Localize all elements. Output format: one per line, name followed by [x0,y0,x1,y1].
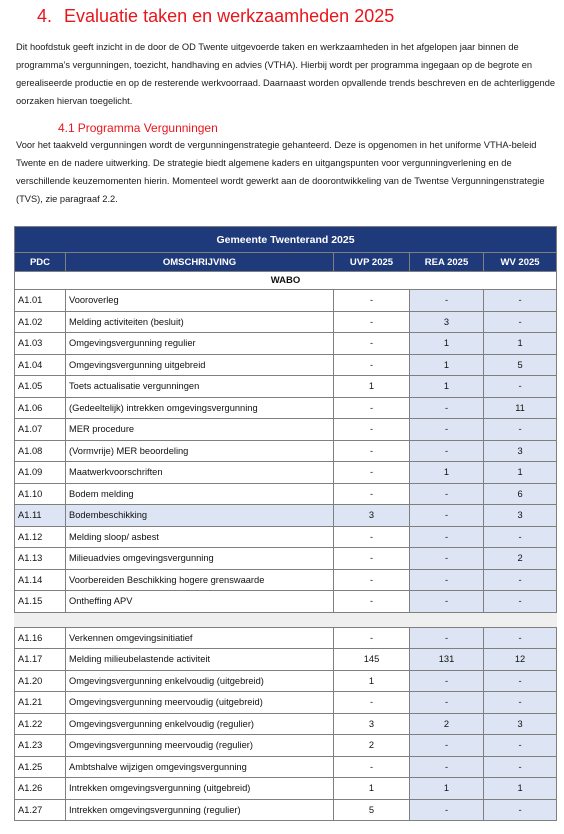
cell-pdc: A1.20 [15,670,66,692]
cell-uvp: 1 [334,778,410,800]
table-row [15,333,557,355]
cell-wv: 5 [484,354,557,376]
cell-pdc: A1.05 [15,376,66,398]
cell-pdc: A1.02 [15,311,66,333]
cell-desc: Ambtshalve wijzigen omgevingsvergunning [66,756,334,778]
table-row [15,290,557,312]
cell-wv: 11 [484,397,557,419]
cell-wv: - [484,419,557,441]
cell-wv: - [484,735,557,757]
table-row [15,462,557,484]
table-row [15,713,557,735]
cell-rea: 131 [410,649,484,671]
cell-desc: Maatwerkvoorschriften [66,462,334,484]
chapter-intro: Dit hoofdstuk geeft inzicht in de door de OD Twente uitgevoerde taken en werkzaamheden in het afgelopen jaar binnen de programma’s vergunningen, toezicht, handhaving en advies (VTHA). Hierbij wordt per programma ingegaan op de begrote en gerealiseerde productie en op de resterende werkvoorraad. Daarnaast worden opvallende trends beschreven en de achterliggende oorzaken hiervan toegelicht. [16,42,556,106]
column-header-rea: REA 2025 [410,253,484,272]
table-row [15,526,557,548]
column-header-uvp: UVP 2025 [334,253,410,272]
cell-uvp: 2 [334,735,410,757]
cell-desc: Omgevingsvergunning enkelvoudig (uitgebreid) [66,670,334,692]
section-row [15,272,557,290]
cell-wv: 1 [484,333,557,355]
spacer-row [15,612,557,627]
cell-pdc: A1.27 [15,799,66,821]
cell-pdc: A1.11 [15,505,66,527]
table-row [15,627,557,649]
table-row [15,591,557,613]
cell-pdc: A1.16 [15,627,66,649]
cell-pdc: A1.10 [15,483,66,505]
cell-pdc: A1.22 [15,713,66,735]
cell-rea: 2 [410,713,484,735]
cell-rea: - [410,526,484,548]
table-caption: Gemeente Twenterand 2025 [15,227,557,253]
cell-desc: Melding sloop/ asbest [66,526,334,548]
table-row [15,354,557,376]
cell-desc: Omgevingsvergunning meervoudig (regulier) [66,735,334,757]
cell-desc: Melding activiteiten (besluit) [66,311,334,333]
cell-uvp: 5 [334,799,410,821]
cell-desc: Verkennen omgevingsinitiatief [66,627,334,649]
cell-rea: - [410,397,484,419]
cell-wv: 1 [484,778,557,800]
table-row [15,756,557,778]
cell-uvp: - [334,419,410,441]
section-heading [58,121,218,135]
cell-wv: - [484,311,557,333]
cell-uvp: - [334,692,410,714]
cell-desc: Vooroverleg [66,290,334,312]
table-row [15,670,557,692]
cell-pdc: A1.12 [15,526,66,548]
cell-pdc: A1.04 [15,354,66,376]
cell-rea: 1 [410,354,484,376]
cell-wv: 12 [484,649,557,671]
cell-uvp: 3 [334,505,410,527]
chapter-title: Evaluatie taken en werkzaamheden 2025 [64,6,395,26]
table-row [15,397,557,419]
cell-desc: Bodembeschikking [66,505,334,527]
cell-wv: - [484,526,557,548]
cell-uvp: - [334,483,410,505]
column-header-pdc: PDC [15,253,66,272]
cell-uvp: - [334,333,410,355]
cell-wv: - [484,670,557,692]
cell-wv: 1 [484,462,557,484]
cell-rea: 1 [410,778,484,800]
cell-rea: - [410,670,484,692]
table-body [15,272,557,821]
table-row [15,311,557,333]
cell-wv: 3 [484,713,557,735]
spacer-cell [15,612,557,627]
cell-uvp: - [334,591,410,613]
cell-desc: Ontheffing APV [66,591,334,613]
cell-desc: Milieuadvies omgevingsvergunning [66,548,334,570]
cell-pdc: A1.14 [15,569,66,591]
table-row [15,735,557,757]
cell-wv: - [484,591,557,613]
cell-desc: Intrekken omgevingsvergunning (uitgebreid) [66,778,334,800]
section-number: 4.1 [58,121,75,135]
cell-uvp: - [334,440,410,462]
cell-desc: Voorbereiden Beschikking hogere grenswaarde [66,569,334,591]
cell-rea: - [410,627,484,649]
cell-desc: Toets actualisatie vergunningen [66,376,334,398]
cell-desc: Bodem melding [66,483,334,505]
cell-desc: Omgevingsvergunning enkelvoudig (regulier) [66,713,334,735]
table-header-row [15,253,557,272]
cell-wv: - [484,799,557,821]
table-row [15,440,557,462]
cell-desc: Omgevingsvergunning regulier [66,333,334,355]
cell-uvp: 3 [334,713,410,735]
table-row [15,799,557,821]
table-row [15,692,557,714]
cell-rea: - [410,569,484,591]
cell-uvp: - [334,756,410,778]
cell-wv: 3 [484,440,557,462]
cell-wv: 2 [484,548,557,570]
cell-uvp: - [334,548,410,570]
cell-wv: - [484,569,557,591]
cell-uvp: - [334,311,410,333]
cell-pdc: A1.17 [15,649,66,671]
cell-desc: (Vormvrije) MER beoordeling [66,440,334,462]
cell-rea: 1 [410,376,484,398]
cell-wv: - [484,692,557,714]
cell-desc: (Gedeeltelijk) intrekken omgevingsvergunning [66,397,334,419]
cell-rea: - [410,419,484,441]
table-row [15,376,557,398]
cell-wv: 6 [484,483,557,505]
table-row [15,569,557,591]
cell-uvp: - [334,462,410,484]
cell-uvp: 145 [334,649,410,671]
cell-pdc: A1.07 [15,419,66,441]
table-row [15,649,557,671]
cell-uvp: - [334,526,410,548]
cell-pdc: A1.03 [15,333,66,355]
cell-rea: - [410,505,484,527]
section-title: Programma Vergunningen [77,121,218,135]
cell-rea: - [410,692,484,714]
cell-desc: MER procedure [66,419,334,441]
cell-rea: - [410,591,484,613]
cell-pdc: A1.13 [15,548,66,570]
cell-rea: - [410,440,484,462]
cell-rea: - [410,290,484,312]
cell-uvp: - [334,627,410,649]
cell-pdc: A1.26 [15,778,66,800]
cell-uvp: - [334,397,410,419]
cell-uvp: - [334,290,410,312]
cell-wv: - [484,756,557,778]
cell-rea: - [410,756,484,778]
column-header-wv: WV 2025 [484,253,557,272]
cell-wv: - [484,376,557,398]
cell-rea: 1 [410,333,484,355]
cell-wv: 3 [484,505,557,527]
cell-rea: 1 [410,462,484,484]
table-row [15,483,557,505]
cell-desc: Omgevingsvergunning meervoudig (uitgebreid) [66,692,334,714]
cell-uvp: - [334,569,410,591]
cell-wv: - [484,627,557,649]
cell-pdc: A1.08 [15,440,66,462]
table-row [15,419,557,441]
cell-pdc: A1.09 [15,462,66,484]
cell-uvp: - [334,354,410,376]
cell-pdc: A1.21 [15,692,66,714]
cell-pdc: A1.01 [15,290,66,312]
cell-desc: Omgevingsvergunning uitgebreid [66,354,334,376]
table-row [15,548,557,570]
chapter-number: 4. [37,6,53,26]
cell-desc: Intrekken omgevingsvergunning (regulier) [66,799,334,821]
cell-uvp: 1 [334,670,410,692]
chapter-heading [37,6,394,27]
column-header-omschrijving: OMSCHRIJVING [66,253,334,272]
table-row [15,778,557,800]
cell-pdc: A1.23 [15,735,66,757]
cell-pdc: A1.06 [15,397,66,419]
section-label: WABO [15,272,557,290]
production-table [14,226,557,821]
cell-desc: Melding milieubelastende activiteit [66,649,334,671]
cell-rea: 3 [410,311,484,333]
cell-rea: - [410,483,484,505]
cell-pdc: A1.25 [15,756,66,778]
cell-uvp: 1 [334,376,410,398]
cell-pdc: A1.15 [15,591,66,613]
cell-wv: - [484,290,557,312]
cell-rea: - [410,799,484,821]
section-text: Voor het taakveld vergunningen wordt de vergunningenstrategie gehanteerd. Deze is opgenomen in het uniforme VTHA-beleid Twente en de nadere uitwerking. De strategie biedt algemene kaders en uitgangspunten voor vergunningverlening en de verschillende keuzemomenten hierin. Momenteel wordt gewerkt aan de doorontwikkeling van de Twentse Vergunningenstrategie (TVS), zie paragraaf 2.2. [16,140,545,204]
cell-rea: - [410,735,484,757]
table-caption-row [15,227,557,253]
cell-rea: - [410,548,484,570]
table-row [15,505,557,527]
